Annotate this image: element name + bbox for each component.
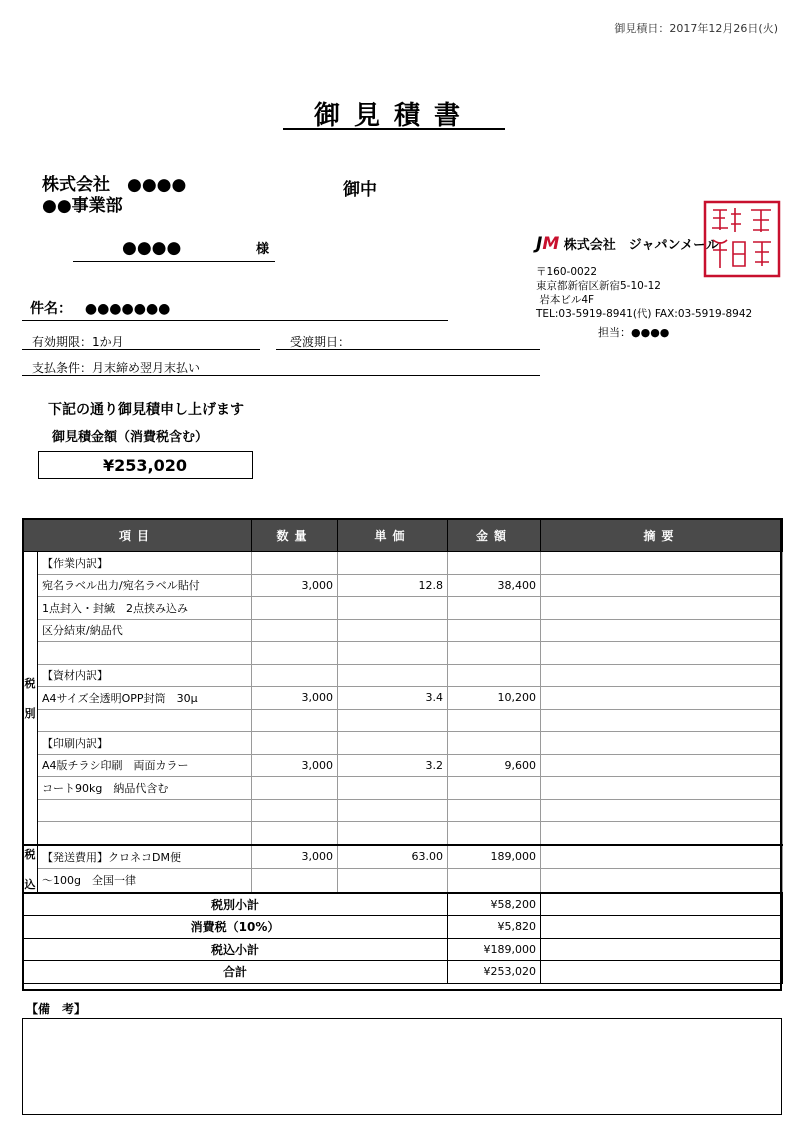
cell-qty bbox=[252, 777, 338, 800]
payment-underline bbox=[22, 375, 540, 376]
cell-item: 【作業内訳】 bbox=[38, 552, 252, 575]
cell-price bbox=[338, 709, 448, 732]
customer-person: ●●●● bbox=[122, 238, 182, 258]
cell-note bbox=[541, 709, 783, 732]
summary-blank bbox=[541, 961, 783, 984]
cell-amount bbox=[448, 822, 541, 845]
table-row bbox=[23, 664, 783, 687]
table-row bbox=[23, 574, 783, 597]
address-line1: 東京都新宿区新宿5-10-12 bbox=[536, 280, 661, 292]
cell-price: 12.8 bbox=[338, 574, 448, 597]
person-underline bbox=[73, 261, 275, 262]
estimate-table bbox=[22, 518, 783, 984]
subject bbox=[30, 298, 170, 318]
table-row bbox=[23, 869, 783, 893]
cell-item bbox=[38, 799, 252, 822]
cell-price: 3.2 bbox=[338, 754, 448, 777]
customer-name bbox=[42, 175, 186, 217]
cell-price bbox=[338, 732, 448, 755]
cell-qty: 3,000 bbox=[252, 574, 338, 597]
summary-value: ¥189,000 bbox=[448, 938, 541, 961]
postal-code: 〒160-0022 bbox=[536, 266, 598, 278]
onchu-label: 御中 bbox=[343, 180, 377, 200]
cell-item: 【発送費用】クロネコDM便 bbox=[38, 845, 252, 869]
cell-amount bbox=[448, 597, 541, 620]
tax-category-char: 別 bbox=[24, 706, 36, 720]
cell-item bbox=[38, 709, 252, 732]
cell-note bbox=[541, 777, 783, 800]
cell-amount bbox=[448, 642, 541, 665]
cell-qty: 3,000 bbox=[252, 845, 338, 869]
cell-qty bbox=[252, 799, 338, 822]
cell-qty bbox=[252, 619, 338, 642]
table-row bbox=[23, 619, 783, 642]
header-item: 項目 bbox=[23, 519, 252, 552]
header-note: 摘要 bbox=[541, 519, 783, 552]
company-logo: JM bbox=[536, 234, 560, 254]
customer-company: 株式会社 ●●●● bbox=[42, 175, 187, 195]
table-row bbox=[23, 687, 783, 710]
cell-note bbox=[541, 574, 783, 597]
cell-item: 【印刷内訳】 bbox=[38, 732, 252, 755]
cell-item: コート90kg 納品代含む bbox=[38, 777, 252, 800]
tax-category-label bbox=[23, 552, 38, 845]
cell-amount bbox=[448, 552, 541, 575]
header-price: 単価 bbox=[338, 519, 448, 552]
table-row bbox=[23, 732, 783, 755]
validity: 有効期限：1か月 bbox=[32, 335, 124, 349]
total-amount: ¥253,020 bbox=[103, 456, 188, 475]
tax-category-char: 込 bbox=[24, 877, 36, 891]
cell-qty bbox=[252, 664, 338, 687]
sama-label: 様 bbox=[256, 242, 270, 257]
cell-price: 63.00 bbox=[338, 845, 448, 869]
subject-underline bbox=[22, 320, 448, 321]
cell-amount: 9,600 bbox=[448, 754, 541, 777]
cell-price bbox=[338, 822, 448, 845]
address-line2: 岩本ビル4F bbox=[536, 294, 595, 306]
table-row bbox=[23, 597, 783, 620]
cell-price bbox=[338, 799, 448, 822]
remarks-label: 【備 考】 bbox=[26, 1002, 87, 1016]
cell-note bbox=[541, 664, 783, 687]
summary-value: ¥58,200 bbox=[448, 893, 541, 916]
cell-item bbox=[38, 822, 252, 845]
cell-amount bbox=[448, 777, 541, 800]
cell-amount: 10,200 bbox=[448, 687, 541, 710]
tel-fax: TEL:03-5919-8941(代) FAX:03-5919-8942 bbox=[536, 308, 753, 320]
summary-value: ¥253,020 bbox=[448, 961, 541, 984]
total-label: 御見積金額（消費税含む） bbox=[52, 430, 209, 445]
summary-label: 合計 bbox=[23, 961, 448, 984]
cell-qty bbox=[252, 552, 338, 575]
cell-qty bbox=[252, 597, 338, 620]
table-row bbox=[23, 845, 783, 869]
cell-qty: 3,000 bbox=[252, 687, 338, 710]
table-row bbox=[23, 552, 783, 575]
summary-row bbox=[23, 893, 783, 916]
cell-amount bbox=[448, 799, 541, 822]
cell-note bbox=[541, 642, 783, 665]
cell-price bbox=[338, 869, 448, 893]
cell-qty bbox=[252, 732, 338, 755]
total-amount-box bbox=[38, 451, 253, 479]
estimate-message: 下記の通り御見積申し上げます bbox=[48, 402, 244, 418]
cell-item bbox=[38, 642, 252, 665]
cell-amount bbox=[448, 709, 541, 732]
cell-qty bbox=[252, 709, 338, 732]
cell-note bbox=[541, 597, 783, 620]
summary-blank bbox=[541, 938, 783, 961]
cell-item: 1点封入・封緘 2点挟み込み bbox=[38, 597, 252, 620]
cell-note bbox=[541, 822, 783, 845]
summary-label: 税別小計 bbox=[23, 893, 448, 916]
table-row bbox=[23, 709, 783, 732]
cell-note bbox=[541, 687, 783, 710]
cell-price bbox=[338, 552, 448, 575]
tax-category-char: 税 bbox=[24, 676, 36, 690]
table-row bbox=[23, 799, 783, 822]
cell-price bbox=[338, 642, 448, 665]
cell-note bbox=[541, 845, 783, 869]
summary-value: ¥5,820 bbox=[448, 916, 541, 939]
payment-terms: 支払条件：月末締め翌月末払い bbox=[32, 361, 201, 375]
table-header bbox=[23, 519, 783, 552]
cell-amount bbox=[448, 869, 541, 893]
cell-amount: 189,000 bbox=[448, 845, 541, 869]
cell-price bbox=[338, 664, 448, 687]
delivery-underline bbox=[276, 349, 540, 350]
cell-note bbox=[541, 732, 783, 755]
header-amount: 金額 bbox=[448, 519, 541, 552]
title-underline bbox=[283, 128, 505, 130]
tax-category-char: 税 bbox=[24, 847, 36, 861]
table-row bbox=[23, 777, 783, 800]
subject-value: ●●●●●●● bbox=[84, 301, 171, 317]
contact-person: 担当：●●●● bbox=[598, 326, 670, 339]
cell-price bbox=[338, 597, 448, 620]
cell-item: A4サイズ全透明OPP封筒 30μ bbox=[38, 687, 252, 710]
customer-division: ●●事業部 bbox=[42, 196, 123, 216]
validity-underline bbox=[22, 349, 260, 350]
cell-note bbox=[541, 799, 783, 822]
summary-row bbox=[23, 916, 783, 939]
cell-price: 3.4 bbox=[338, 687, 448, 710]
cell-price bbox=[338, 777, 448, 800]
cell-note bbox=[541, 754, 783, 777]
summary-label: 消費税（10%） bbox=[23, 916, 448, 939]
header-qty: 数量 bbox=[252, 519, 338, 552]
cell-item: 区分結束/納品代 bbox=[38, 619, 252, 642]
cell-item: 【資材内訳】 bbox=[38, 664, 252, 687]
cell-note bbox=[541, 619, 783, 642]
page-title: 御見積書 bbox=[313, 101, 474, 131]
summary-blank bbox=[541, 916, 783, 939]
delivery-date: 受渡期日： bbox=[290, 335, 351, 349]
cell-amount bbox=[448, 732, 541, 755]
summary-blank bbox=[541, 893, 783, 916]
summary-row bbox=[23, 938, 783, 961]
cell-qty bbox=[252, 869, 338, 893]
summary-label: 税込小計 bbox=[23, 938, 448, 961]
cell-qty bbox=[252, 822, 338, 845]
table-row bbox=[23, 822, 783, 845]
cell-amount: 38,400 bbox=[448, 574, 541, 597]
cell-amount bbox=[448, 664, 541, 687]
cell-amount bbox=[448, 619, 541, 642]
cell-item: A4版チラシ印刷 両面カラー bbox=[38, 754, 252, 777]
cell-qty bbox=[252, 642, 338, 665]
company-seal bbox=[703, 200, 781, 278]
table-row bbox=[23, 642, 783, 665]
company-name: JM 株式会社 ジャパンメール bbox=[536, 234, 719, 254]
cell-item: ～100g 全国一律 bbox=[38, 869, 252, 893]
summary-row bbox=[23, 961, 783, 984]
issue-date: 御見積日：2017年12月26日(火) bbox=[614, 22, 778, 35]
cell-item: 宛名ラベル出力/宛名ラベル貼付 bbox=[38, 574, 252, 597]
subject-label: 件名： bbox=[30, 301, 72, 317]
cell-note bbox=[541, 552, 783, 575]
table-row bbox=[23, 754, 783, 777]
cell-note bbox=[541, 869, 783, 893]
tax-category-label bbox=[23, 845, 38, 893]
cell-price bbox=[338, 619, 448, 642]
cell-qty: 3,000 bbox=[252, 754, 338, 777]
remarks-box bbox=[22, 1018, 782, 1115]
